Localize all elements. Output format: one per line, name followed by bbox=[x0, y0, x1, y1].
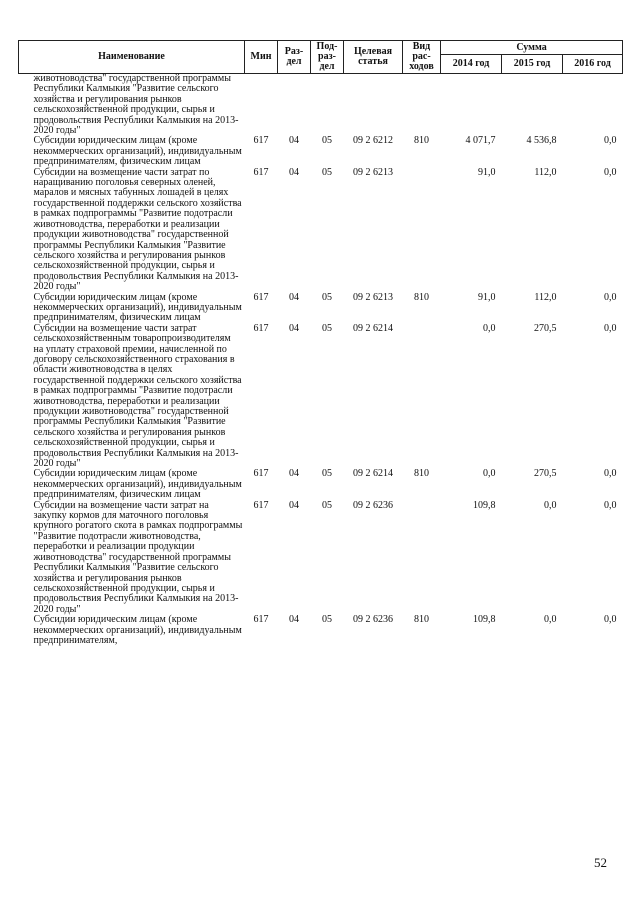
page-number: 52 bbox=[594, 855, 607, 870]
header-vid bbox=[403, 41, 441, 74]
table-row bbox=[19, 74, 623, 137]
header-vid-text: Вид рас- ходов bbox=[409, 41, 434, 72]
cell-2014: 91,0 bbox=[478, 291, 496, 303]
cell-name: Субсидии на возмещение части затрат на закупку кормов для маточного поголовья крупного рогатого скота в рамках подпрограммы "Развитие подотрасли животноводства, переработки и реализации продукции животноводства" государственной программы Республики Калмыкия "Развитие сельского хозяйства и регулирования рынков сельскохозяйственной продукции, сырья и продовольствия Республики Калмыкия на 2013-2020 годы" bbox=[33, 499, 243, 615]
header-name: Наименование bbox=[19, 41, 245, 74]
cell-name: Субсидии на возмещение части затрат по наращиванию поголовья северных оленей, маралов и мясных табунных лошадей в целях государственной поддержки сельского хозяйства в рамках подпрограммы "Развитие подотрасли животноводства, переработки и реализации продукции животноводства" государственной программы Республики Калмыкия "Развитие сельского хозяйства и регулирования рынков сельскохозяйственной продукции, сырья и продовольствия Республики Калмыкия на 2013-2020 годы" bbox=[33, 166, 242, 293]
header-2016: 2016 год bbox=[563, 55, 623, 74]
cell-2016: 0,0 bbox=[604, 291, 617, 303]
table-row bbox=[19, 615, 623, 646]
cell-target: 09 2 6212 bbox=[353, 135, 393, 147]
cell-2014: 109,8 bbox=[473, 499, 496, 511]
cell-target: 09 2 6213 bbox=[353, 291, 393, 303]
cell-podrazdel: 05 bbox=[322, 468, 332, 480]
cell-2016: 0,0 bbox=[604, 499, 617, 511]
table-row bbox=[19, 324, 623, 470]
header-target bbox=[344, 41, 403, 74]
budget-table bbox=[18, 40, 623, 646]
cell-2016: 0,0 bbox=[604, 614, 617, 626]
header-razdel bbox=[278, 41, 311, 74]
header-sum: Сумма bbox=[441, 41, 623, 55]
cell-name: Субсидии на возмещение части затрат сельскохозяйственным товаропроизводителям на уплату страховой премии, начисленной по договору сельскохозяйственного страхования в области животноводства в целях государственной поддержки сельского хозяйства в рамках подпрограммы "Развитие подотрасли животноводства, переработки и реализации продукции животноводства" государственной программы Республики Калмыкия "Развитие сельского хозяйства и регулирования рынков сельскохозяйственной продукции, сырья и продовольствия Республики Калмыкия на 2013-2020 годы" bbox=[33, 322, 242, 470]
cell-podrazdel: 05 bbox=[322, 614, 332, 626]
cell-target: 09 2 6213 bbox=[353, 166, 393, 178]
cell-podrazdel: 05 bbox=[322, 499, 332, 511]
header-2014: 2014 год bbox=[441, 55, 502, 74]
cell-razdel: 04 bbox=[289, 614, 299, 626]
cell-2016: 0,0 bbox=[604, 322, 617, 334]
cell-podrazdel: 05 bbox=[322, 135, 332, 147]
cell-razdel: 04 bbox=[289, 322, 299, 334]
cell-podrazdel: 05 bbox=[322, 322, 332, 334]
cell-2014: 0,0 bbox=[483, 322, 496, 334]
cell-min: 617 bbox=[253, 614, 269, 626]
cell-target bbox=[344, 74, 403, 137]
header-podrazdel-text: Под- раз- дел bbox=[316, 41, 338, 72]
table-row bbox=[19, 136, 623, 167]
cell-target: 09 2 6214 bbox=[353, 322, 393, 334]
cell-podrazdel: 05 bbox=[322, 291, 332, 303]
cell-2015: 0,0 bbox=[544, 614, 557, 626]
cell-vid: 810 bbox=[414, 468, 429, 480]
cell-min: 617 bbox=[253, 468, 269, 480]
cell-2016: 0,0 bbox=[604, 468, 617, 480]
cell-2014: 91,0 bbox=[478, 166, 496, 178]
header-razdel-text: Раз- дел bbox=[284, 46, 304, 67]
cell-2014: 0,0 bbox=[483, 468, 496, 480]
cell-vid bbox=[403, 74, 441, 137]
cell-2014: 4 071,7 bbox=[465, 135, 496, 147]
header-target-text: Целевая статья bbox=[353, 46, 393, 67]
cell-razdel bbox=[278, 74, 311, 137]
cell-min bbox=[245, 74, 278, 137]
cell-razdel: 04 bbox=[289, 291, 299, 303]
table-body bbox=[19, 74, 623, 647]
cell-vid: 810 bbox=[414, 135, 429, 147]
cell-razdel: 04 bbox=[289, 499, 299, 511]
cell-razdel: 04 bbox=[289, 135, 299, 147]
cell-2015: 112,0 bbox=[534, 291, 557, 303]
cell-vid: 810 bbox=[414, 614, 429, 626]
cell-vid bbox=[403, 168, 441, 293]
cell-2016: 0,0 bbox=[604, 166, 617, 178]
cell-razdel: 04 bbox=[289, 166, 299, 178]
cell-2014: 109,8 bbox=[473, 614, 496, 626]
cell-name: Субсидии юридическим лицам (кроме некоммерческих организаций), индивидуальным предпринимателям, физическим лицам bbox=[33, 468, 242, 501]
header-2015: 2015 год bbox=[502, 55, 563, 74]
cell-name: Субсидии юридическим лицам (кроме некоммерческих организаций), индивидуальным предпринимателям, bbox=[33, 614, 242, 646]
cell-name: животноводства" государственной программы Республики Калмыкия "Развитие сельского хозяйства и регулирования рынков сельскохозяйственной продукции, сырья и продовольствия Республики Калмыкия на 2013-2020 годы" bbox=[33, 73, 239, 137]
cell-name: Субсидии юридическим лицам (кроме некоммерческих организаций), индивидуальным предпринимателям, физическим лицам bbox=[33, 135, 242, 168]
cell-vid bbox=[403, 501, 441, 615]
cell-2015: 270,5 bbox=[534, 468, 557, 480]
cell-podrazdel: 05 bbox=[322, 166, 332, 178]
cell-podrazdel bbox=[311, 74, 344, 137]
cell-target: 09 2 6236 bbox=[353, 499, 393, 511]
cell-2016: 0,0 bbox=[604, 135, 617, 147]
cell-min: 617 bbox=[253, 135, 269, 147]
cell-target: 09 2 6214 bbox=[353, 468, 393, 480]
cell-2015: 112,0 bbox=[534, 166, 557, 178]
cell-target: 09 2 6236 bbox=[353, 614, 393, 626]
table-row bbox=[19, 501, 623, 615]
table-row bbox=[19, 293, 623, 324]
cell-min: 617 bbox=[253, 291, 269, 303]
table-row bbox=[19, 469, 623, 500]
cell-razdel: 04 bbox=[289, 468, 299, 480]
cell-min: 617 bbox=[253, 322, 269, 334]
cell-min: 617 bbox=[253, 499, 269, 511]
cell-2015: 4 536,8 bbox=[526, 135, 557, 147]
cell-name: Субсидии юридическим лицам (кроме некоммерческих организаций), индивидуальным предпринимателям, физическим лицам bbox=[33, 291, 242, 324]
table-row bbox=[19, 168, 623, 293]
cell-vid bbox=[403, 324, 441, 470]
cell-2015 bbox=[502, 74, 563, 137]
header-min: Мин bbox=[245, 41, 278, 74]
cell-2015: 270,5 bbox=[534, 322, 557, 334]
cell-vid: 810 bbox=[414, 291, 429, 303]
header-podrazdel bbox=[311, 41, 344, 74]
cell-2014 bbox=[441, 74, 502, 137]
cell-2015: 0,0 bbox=[544, 499, 557, 511]
cell-min: 617 bbox=[253, 166, 269, 178]
cell-2016 bbox=[563, 74, 623, 137]
